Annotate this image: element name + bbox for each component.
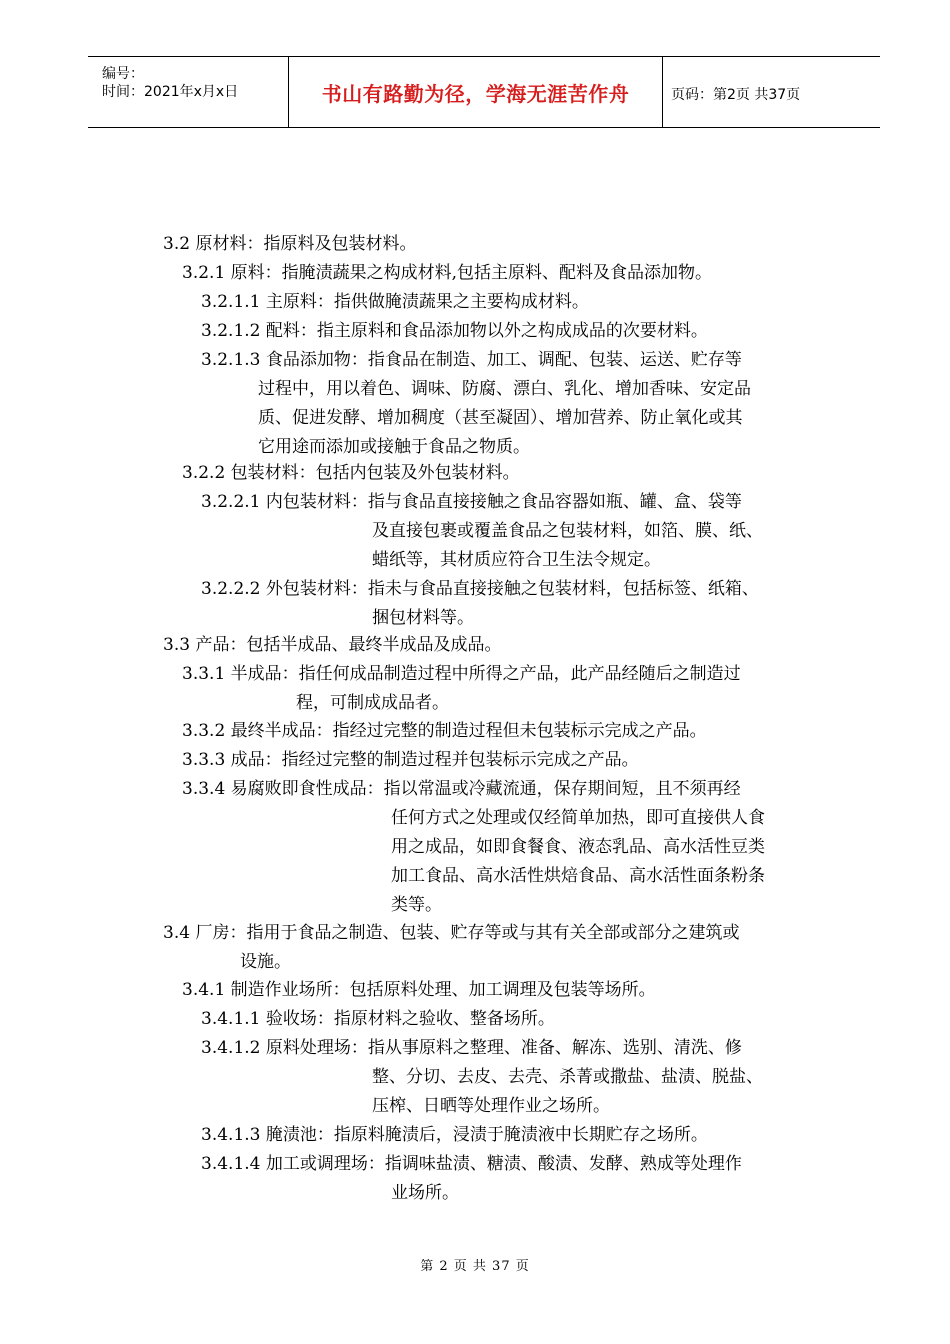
- document-header: [88, 56, 880, 128]
- text-line: 3.2 原材料：指原料及包装材料。: [163, 234, 417, 254]
- text-line: 3.2.1.3 食品添加物：指食品在制造、加工、调配、包装、运送、贮存等: [201, 350, 742, 370]
- text-line: 3.3.4 易腐败即食性成品：指以常温或冷藏流通，保存期间短，且不须再经: [182, 779, 741, 799]
- text-line: 3.2.2.1 内包装材料：指与食品直接接触之食品容器如瓶、罐、盒、袋等: [201, 492, 742, 512]
- text-line: 加工食品、高水活性烘焙食品、高水活性面条粉条: [391, 866, 765, 886]
- text-line: 压榨、日晒等处理作业之场所。: [372, 1096, 610, 1116]
- motto: 书山有路勤为径，学海无涯苦作舟: [321, 82, 630, 106]
- text-line: 蜡纸等，其材质应符合卫生法令规定。: [372, 550, 661, 570]
- text-line: 质、促进发酵、增加稠度（甚至凝固）、增加营养、防止氧化或其: [258, 408, 743, 428]
- text-line: 整、分切、去皮、去壳、杀菁或撒盐、盐渍、脱盐、: [372, 1067, 763, 1087]
- text-line: 3.3.3 成品：指经过完整的制造过程并包装标示完成之产品。: [182, 750, 639, 770]
- text-line: 业场所。: [391, 1183, 459, 1203]
- text-line: 捆包材料等。: [372, 608, 474, 628]
- text-line: 类等。: [391, 895, 442, 915]
- number-label: 编号：: [102, 66, 144, 82]
- text-line: 程，可制成成品者。: [296, 693, 449, 713]
- text-line: 3.3.1 半成品：指任何成品制造过程中所得之产品，此产品经随后之制造过: [182, 664, 741, 684]
- header-page-cell: [663, 57, 880, 127]
- text-line: 3.3.2 最终半成品：指经过完整的制造过程但未包装标示完成之产品。: [182, 721, 707, 741]
- text-line: 3.4.1.1 验收场：指原材料之验收、整备场所。: [201, 1009, 555, 1029]
- text-line: 3.4.1.2 原料处理场：指从事原料之整理、准备、解冻、选别、清洗、修: [201, 1038, 742, 1058]
- text-line: 设施。: [240, 952, 291, 972]
- text-line: 3.3 产品：包括半成品、最终半成品及成品。: [163, 635, 502, 655]
- text-line: 3.2.1.2 配料：指主原料和食品添加物以外之构成成品的次要材料。: [201, 321, 708, 341]
- time-label: 时间：2021年x月x日: [102, 84, 239, 100]
- text-line: 3.4 厂房：指用于食品之制造、包装、贮存等或与其有关全部或部分之建筑或: [163, 923, 740, 943]
- text-line: 3.2.2.2 外包装材料：指未与食品直接接触之包装材料，包括标签、纸箱、: [201, 579, 759, 599]
- text-line: 过程中，用以着色、调味、防腐、漂白、乳化、增加香味、安定品: [258, 379, 751, 399]
- header-meta-cell: [88, 57, 289, 127]
- text-line: 3.4.1 制造作业场所：包括原料处理、加工调理及包装等场所。: [182, 980, 656, 1000]
- text-line: 用之成品，如即食餐食、液态乳品、高水活性豆类: [391, 837, 765, 857]
- text-line: 3.2.2 包装材料：包括内包装及外包装材料。: [182, 463, 520, 483]
- text-line: 它用途而添加或接触于食品之物质。: [258, 437, 530, 457]
- text-line: 3.2.1 原料：指腌渍蔬果之构成材料,包括主原料、配料及食品添加物。: [182, 263, 713, 283]
- text-line: 及直接包裹或覆盖食品之包装材料，如箔、膜、纸、: [372, 521, 763, 541]
- page-info: 页码：第2页 共37页: [671, 87, 801, 103]
- text-line: 3.2.1.1 主原料：指供做腌渍蔬果之主要构成材料。: [201, 292, 589, 312]
- header-motto-cell: [289, 57, 663, 127]
- page-footer: 第 2 页 共 37 页: [420, 1259, 530, 1274]
- text-line: 3.4.1.4 加工或调理场：指调味盐渍、糖渍、酸渍、发酵、熟成等处理作: [201, 1154, 742, 1174]
- text-line: 3.4.1.3 腌渍池：指原料腌渍后，浸渍于腌渍液中长期贮存之场所。: [201, 1125, 708, 1145]
- text-line: 任何方式之处理或仅经简单加热，即可直接供人食: [391, 808, 765, 828]
